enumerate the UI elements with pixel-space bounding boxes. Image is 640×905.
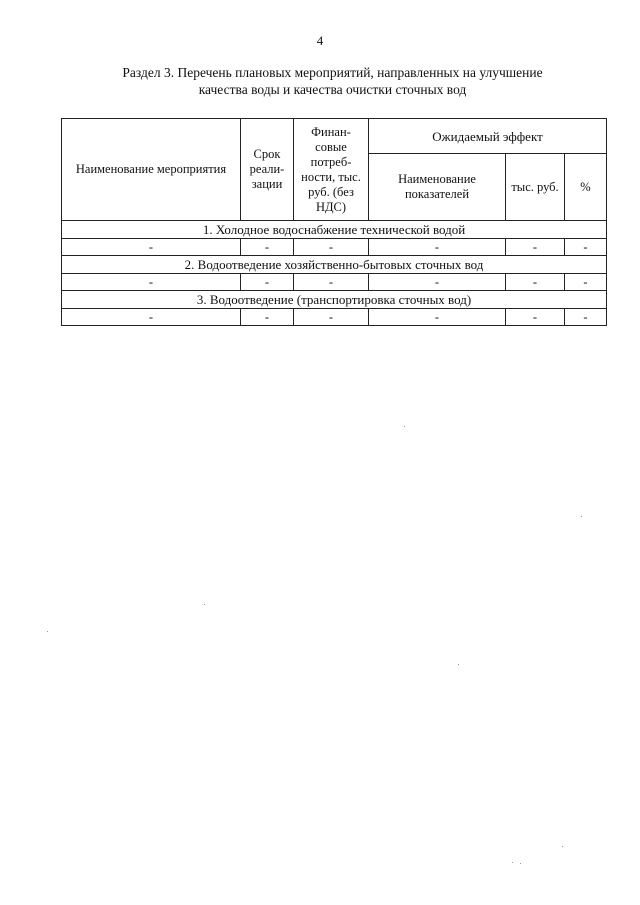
header-measure-name: Наименование мероприятия	[62, 119, 241, 221]
table-row	[62, 274, 607, 291]
cell-thousand-rub: -	[506, 239, 565, 256]
scan-speck	[458, 664, 459, 665]
cell-thousand-rub: -	[506, 274, 565, 291]
group-title: 2. Водоотведение хозяйственно-бытовых сточных вод	[62, 256, 607, 274]
scan-speck	[581, 516, 582, 517]
cell-percent: -	[565, 309, 607, 326]
table-row	[62, 309, 607, 326]
group-title: 3. Водоотведение (транспортировка сточных вод)	[62, 291, 607, 309]
cell-percent: -	[565, 239, 607, 256]
page-number: 4	[316, 33, 324, 48]
header-term: Срок реали- зации	[241, 119, 294, 221]
section-title-line-1: Раздел 3. Перечень плановых мероприятий, направленных на улучшение	[122, 65, 543, 80]
cell-measure-name: -	[62, 239, 241, 256]
cell-finance: -	[294, 309, 369, 326]
group-title: 1. Холодное водоснабжение технической водой	[62, 221, 607, 239]
cell-indicator-name: -	[369, 309, 506, 326]
cell-percent: -	[565, 274, 607, 291]
group-row	[62, 291, 607, 309]
cell-indicator-name: -	[369, 239, 506, 256]
header-expected-effect: Ожидаемый эффект	[369, 119, 607, 154]
header-indicator-name: Наименование показателей	[369, 154, 506, 221]
cell-finance: -	[294, 239, 369, 256]
scan-speck	[47, 631, 48, 632]
header-thousand-rub: тыс. руб.	[506, 154, 565, 221]
scan-speck	[520, 863, 521, 864]
cell-term: -	[241, 274, 294, 291]
header-finance: Финан- совые потреб- ности, тыс. руб. (без НДС)	[294, 119, 369, 221]
cell-term: -	[241, 309, 294, 326]
header-percent: %	[565, 154, 607, 221]
scan-speck	[404, 426, 405, 427]
cell-indicator-name: -	[369, 274, 506, 291]
plan-table	[61, 118, 607, 326]
cell-finance: -	[294, 274, 369, 291]
group-row	[62, 256, 607, 274]
table-row	[62, 239, 607, 256]
section-title-line-2: качества воды и качества очистки сточных вод	[198, 82, 467, 97]
cell-measure-name: -	[62, 309, 241, 326]
cell-term: -	[241, 239, 294, 256]
scan-speck	[204, 604, 205, 605]
group-row	[62, 221, 607, 239]
cell-thousand-rub: -	[506, 309, 565, 326]
cell-measure-name: -	[62, 274, 241, 291]
scan-speck	[562, 846, 563, 847]
scan-speck	[512, 862, 513, 863]
section-title	[60, 64, 605, 98]
